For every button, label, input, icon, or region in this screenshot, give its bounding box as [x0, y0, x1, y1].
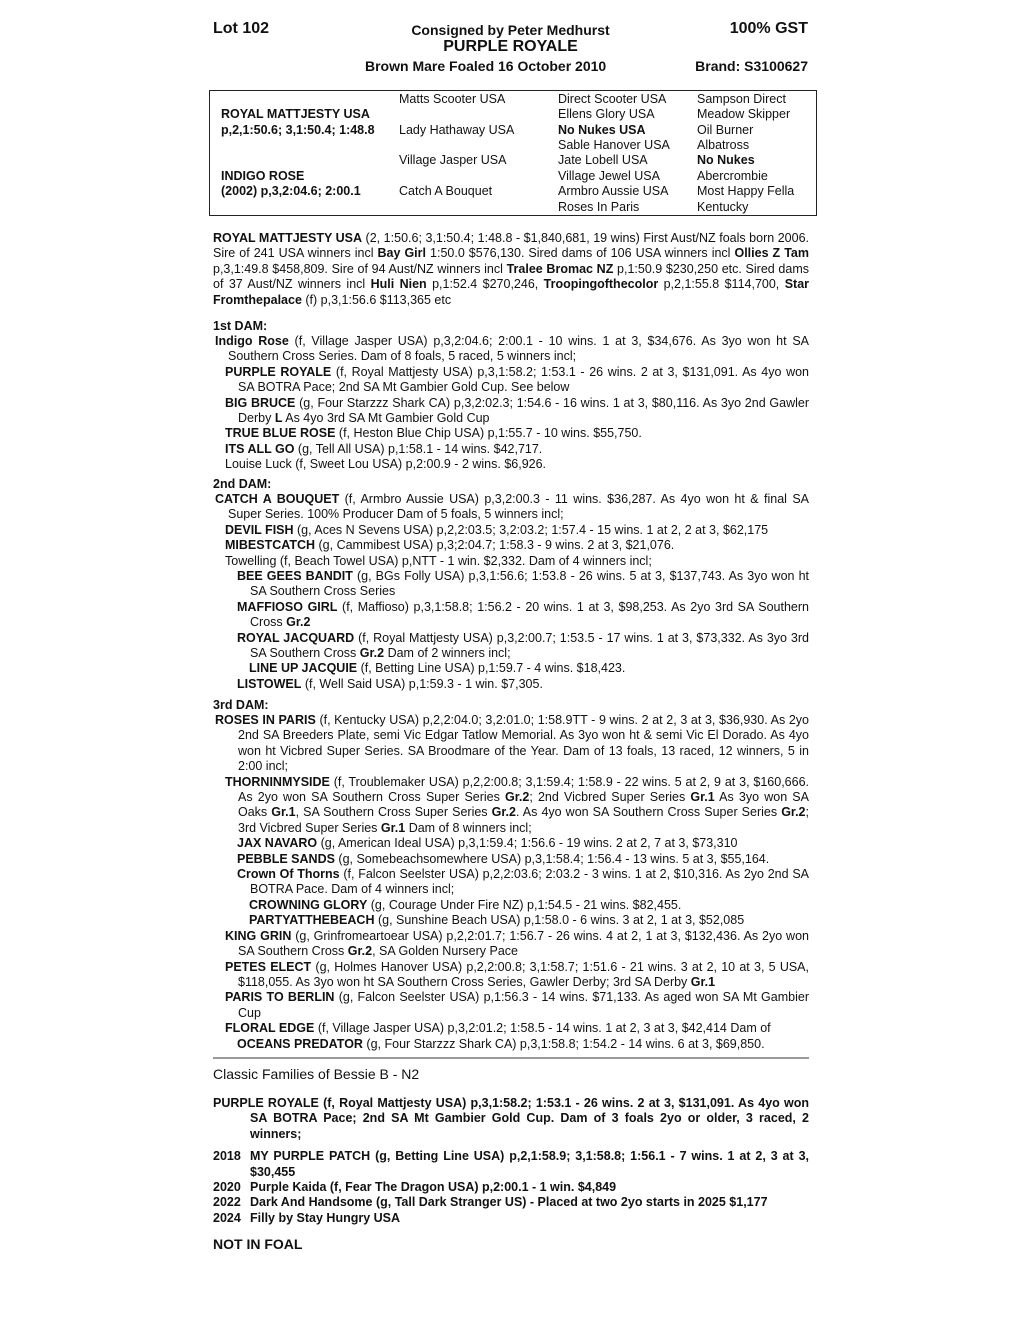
- pedigree-gp: Catch A Bouquet: [399, 184, 493, 198]
- entry-text: (g, Holmes Hanover USA) p,2,2:00.8; 3,1:58.7; 1:51.6 - 21 wins. 3 at 2, 10 at 3, 5 USA, $118,055. As 3yo won ht SA Southern Cross Series, Gawler Derby; 3rd SA Derby: [238, 959, 809, 989]
- dam-entry: [213, 538, 809, 553]
- entry-name: JAX NAVARO: [237, 836, 318, 851]
- entry-name: TRUE BLUE ROSE: [225, 426, 336, 441]
- third-dam-heading: 3rd DAM:: [213, 698, 269, 712]
- entry-text: (g, Tell All USA) p,1:58.1 - 14 wins. $42,717.: [294, 441, 543, 456]
- entry-text: (f, Betting Line USA) p,1:59.7 - 4 wins. $18,423.: [357, 661, 626, 676]
- race-grade: Gr.2: [491, 805, 516, 820]
- text: p,3,1:49.8 $458,809. Sire of 94 Aust/NZ winners incl: [213, 261, 507, 276]
- dam-entry: [213, 492, 809, 523]
- pedigree-gggp: Kentucky: [697, 200, 749, 214]
- entry-name: PARTYATTHEBEACH: [249, 913, 375, 928]
- pedigree-gggp: No Nukes: [697, 153, 755, 167]
- pedigree-table: [209, 90, 817, 216]
- entry-text: (f, Village Jasper USA) p,3,2:01.2; 1:58.5 - 14 wins. 1 at 2, 3 at 3, $42,414 Dam of: [314, 1021, 771, 1036]
- foal-row: [213, 1180, 809, 1195]
- entry-name: DEVIL FISH: [225, 522, 294, 537]
- entry-text: . As 4yo won SA Southern Cross Super Series: [515, 805, 782, 820]
- entry-name: LINE UP JACQUIE: [249, 661, 358, 676]
- entry-name: ITS ALL GO: [225, 441, 295, 456]
- first-dam-heading: 1st DAM:: [213, 319, 268, 333]
- entry-name: PEBBLE SANDS: [237, 851, 335, 866]
- highlight: Bay Girl: [377, 246, 426, 261]
- dam-entry: [213, 569, 809, 600]
- race-grade: Gr.2: [286, 615, 311, 630]
- highlight: Huli Nien: [370, 277, 427, 292]
- entry-name: PETES ELECT: [225, 959, 312, 974]
- text: (f) p,3,1:56.6 $113,365 etc: [301, 292, 452, 307]
- foal-text: MY PURPLE PATCH (g, Betting Line USA) p,2,1:58.9; 3,1:58.8; 1:56.1 - 7 wins. 1 at 2, 3 at 3, $30,455: [250, 1149, 809, 1179]
- entry-text: (f, Heston Blue Chip USA) p,1:55.7 - 10 wins. $55,750.: [335, 426, 642, 441]
- entry-name: CATCH A BOUQUET: [215, 492, 340, 506]
- dam-entry: [213, 1037, 809, 1052]
- pedigree-gggp: Oil Burner: [697, 123, 754, 137]
- foal-text: Filly by Stay Hungry USA: [250, 1210, 401, 1225]
- foaled-info: Brown Mare Foaled 16 October 2010: [365, 58, 607, 74]
- entry-text: Dam of 2 winners incl;: [384, 646, 511, 661]
- sire-name: ROYAL MATTJESTY USA: [213, 231, 363, 245]
- race-grade: Gr.1: [271, 805, 296, 820]
- race-grade: Gr.2: [347, 944, 373, 959]
- pedigree-gggp: Sampson Direct: [697, 92, 786, 106]
- entry-text: (g, Grinfromeartoear USA) p,2,2:01.7; 1:56.7 - 26 wins. 4 at 2, 1 at 3, $132,436. As 2yo won SA Southern Cross: [238, 928, 809, 959]
- entry-text: (f, Well Said USA) p,1:59.3 - 1 win. $7,305.: [301, 676, 543, 691]
- entry-name: Indigo Rose: [215, 334, 289, 348]
- entry-text: (f, Falcon Seelster USA) p,2,2:03.6; 2:03.2 - 3 wins. 1 at 2, $10,316. As 2yo 2nd SA BOTRA Pace. Dam of 4 winners incl;: [250, 867, 809, 897]
- pedigree-ggp: No Nukes USA: [558, 123, 646, 137]
- entry-text: , SA Southern Cross Super Series: [295, 805, 492, 820]
- foal-row: [213, 1195, 809, 1210]
- dam-entry: [213, 442, 809, 457]
- first-dam-section: [213, 334, 809, 473]
- foal-year: 2018: [213, 1149, 241, 1164]
- dam-entry: [213, 898, 809, 913]
- entry-name: PURPLE ROYALE: [225, 364, 332, 379]
- foal-row: [213, 1211, 809, 1226]
- classic-families: Classic Families of Bessie B - N2: [213, 1066, 420, 1082]
- pedigree-sire-record: p,2,1:50.6; 3,1:50.4; 1:48.8: [221, 123, 375, 137]
- not-in-foal: NOT IN FOAL: [213, 1236, 303, 1252]
- entry-name: CROWNING GLORY: [249, 897, 368, 912]
- dam-entry: [213, 677, 809, 692]
- foal-year: 2020: [213, 1180, 241, 1195]
- third-dam-section: [213, 713, 809, 1052]
- entry-name: PARIS TO BERLIN: [225, 990, 335, 1005]
- highlight: Star Fromthepalace: [213, 277, 810, 307]
- text: p,2,1:55.8 $114,700,: [658, 277, 785, 292]
- produce-summary: PURPLE ROYALE (f, Royal Mattjesty USA) p,3,1:58.2; 1:53.1 - 26 wins. 2 at 3, $131,091. As 4yo won SA BOTRA Pace; 2nd SA Mt Gambier Gold Cup. Dam of 3 foals 2yo or older, 3 raced, 2 winners;: [213, 1096, 809, 1141]
- pedigree-dam: INDIGO ROSE: [221, 169, 305, 183]
- entry-name: Towelling: [225, 553, 277, 568]
- entry-text: Dam of 8 winners incl;: [405, 820, 532, 835]
- entry-name: OCEANS PREDATOR: [237, 1036, 363, 1051]
- entry-text: (g, Four Starzzz Shark CA) p,3,1:58.8; 1:54.2 - 14 wins. 6 at 3, $69,850.: [362, 1036, 765, 1051]
- second-dam-section: [213, 492, 809, 692]
- dam-entry: [213, 426, 809, 441]
- entry-text: (g, Four Starzzz Shark CA) p,3,2:02.3; 1:54.6 - 16 wins. 1 at 3, $80,116. As 3yo 2nd Gawler Derby: [238, 395, 809, 426]
- entry-text: (f, Armbro Aussie USA) p,3,2:00.3 - 11 wins. $36,287. As 4yo won ht & final SA Super Series. 100% Producer Dam of 5 foals, 5 winners incl;: [228, 492, 809, 522]
- foal-text: Dark And Handsome (g, Tall Dark Stranger US) - Placed at two 2yo starts in 2025 $1,177: [250, 1195, 768, 1210]
- foal-year: 2024: [213, 1210, 241, 1225]
- entry-text: (f, Village Jasper USA) p,3,2:04.6; 2:00.1 - 10 wins. 1 at 3, $34,676. As 3yo won ht SA Southern Cross Series. Dam of 8 foals, 5 raced, 5 winners incl;: [228, 334, 810, 364]
- text: p,1:52.4 $270,246,: [426, 277, 544, 292]
- entry-name: FLORAL EDGE: [225, 1021, 315, 1036]
- pedigree-ggp: Village Jewel USA: [558, 169, 660, 183]
- entry-name: THORNINMYSIDE: [225, 774, 330, 789]
- consignor: Consigned by Peter Medhurst: [411, 22, 610, 38]
- pedigree-gp: Lady Hathaway USA: [399, 123, 515, 137]
- entry-text: (g, Courage Under Fire NZ) p,1:54.5 - 21 wins. $82,455.: [367, 897, 682, 912]
- dam-entry: [213, 990, 809, 1021]
- pedigree-ggp: Direct Scooter USA: [558, 92, 667, 106]
- highlight: Ollies Z Tam: [734, 246, 809, 261]
- entry-name: Crown Of Thorns: [237, 867, 340, 882]
- entry-name: BIG BRUCE: [225, 395, 296, 410]
- dam-entry: [213, 867, 809, 898]
- entry-text: (g, Sunshine Beach USA) p,1:58.0 - 6 wins. 3 at 2, 1 at 3, $52,085: [374, 913, 745, 928]
- dam-entry: [213, 713, 809, 775]
- pedigree-sire: ROYAL MATTJESTY USA: [221, 107, 370, 121]
- race-grade: Gr.2: [359, 646, 385, 661]
- dam-entry: [213, 396, 809, 427]
- entry-name: MIBESTCATCH: [225, 538, 316, 553]
- race-grade: Gr.2: [781, 805, 806, 820]
- entry-text: (f, Maffioso) p,3,1:58.8; 1:56.2 - 20 wins. 1 at 3, $98,253. As 2yo 3rd SA Southern Cross: [250, 599, 809, 630]
- pedigree-ggp: Ellens Glory USA: [558, 107, 655, 121]
- horse-name: PURPLE ROYALE: [443, 38, 578, 55]
- dam-entry: [213, 523, 809, 538]
- dam-entry: [213, 600, 809, 631]
- entry-text: (f, Beach Towel USA) p,NTT - 1 win. $2,332. Dam of 4 winners incl;: [276, 553, 652, 568]
- foal-year: 2022: [213, 1195, 241, 1210]
- dam-entry: [213, 775, 809, 837]
- text: p,1:50.9 $230,250 etc. Sired dams of 37 Aust/NZ winners incl: [213, 261, 809, 292]
- entry-name: BEE GEES BANDIT: [237, 569, 353, 584]
- entry-text: , SA Golden Nursery Pace: [372, 944, 519, 959]
- entry-text: (g, Aces N Sevens USA) p,2,2:03.5; 3,2:03.2; 1:57.4 - 15 wins. 1 at 2, 2 at 3, $62,175: [293, 522, 769, 537]
- produce-record: [213, 1096, 809, 1226]
- entry-text: ; 3rd Vicbred Super Series: [238, 805, 809, 835]
- entry-text: (f, Sweet Lou USA) p,2:00.9 - 2 wins. $6,926.: [291, 457, 547, 472]
- foal-text: Purple Kaida (f, Fear The Dragon USA) p,2:00.1 - 1 win. $4,849: [250, 1180, 617, 1195]
- pedigree-gp: Matts Scooter USA: [399, 92, 506, 106]
- entry-text: (f, Troublemaker USA) p,2,2:00.8; 3,1:59.4; 1:58.9 - 22 wins. 5 at 2, 9 at 3, $160,666. As 2yo won SA Southern Cross Super Series: [238, 774, 809, 805]
- text: (2, 1:50.6; 3,1:50.4; 1:48.8 - $1,840,681, 19 wins) First Aust/NZ foals born 2006. Sire of 241 USA winners incl: [213, 231, 810, 261]
- gst-label: 100% GST: [729, 20, 808, 37]
- race-grade: L: [274, 411, 283, 426]
- dam-entry: [213, 457, 809, 472]
- entry-name: ROYAL JACQUARD: [237, 630, 355, 645]
- text: 1:50.0 $576,130. Sired dams of 106 USA winners incl: [426, 246, 735, 261]
- dam-entry: [213, 661, 809, 676]
- race-grade: Gr.1: [690, 790, 715, 805]
- race-grade: Gr.2: [505, 790, 530, 805]
- dam-entry: [213, 1021, 809, 1036]
- dam-entry: [213, 365, 809, 396]
- highlight: Tralee Bromac NZ: [506, 261, 614, 276]
- sire-summary: [213, 231, 809, 308]
- dam-entry: [213, 852, 809, 867]
- pedigree-ggp: Jate Lobell USA: [558, 153, 648, 167]
- entry-text: (f, Royal Mattjesty USA) p,3,2:00.7; 1:53.5 - 17 wins. 1 at 3, $73,332. As 3yo 3rd SA Southern Cross: [250, 630, 809, 661]
- dam-entry: [213, 554, 809, 569]
- second-dam-heading: 2nd DAM:: [213, 477, 272, 491]
- dam-entry: [213, 334, 809, 365]
- entry-text: As 4yo 3rd SA Mt Gambier Gold Cup: [282, 411, 490, 426]
- dam-entry: [213, 960, 809, 991]
- entry-text: (f, Royal Mattjesty USA) p,3,1:58.2; 1:53.1 - 26 wins. 2 at 3, $131,091. As 4yo won SA BOTRA Pace; 2nd SA Mt Gambier Gold Cup. See below: [238, 364, 809, 395]
- entry-text: (g, BGs Folly USA) p,3,1:56.6; 1:53.8 - 26 wins. 5 at 3, $137,743. As 3yo won ht SA Southern Cross Series: [250, 569, 809, 599]
- entry-text: (g, Somebeachsomewhere USA) p,3,1:58.4; 1:56.4 - 13 wins. 5 at 3, $55,164.: [334, 851, 770, 866]
- entry-name: ROSES IN PARIS: [215, 713, 316, 727]
- entry-text: ; 2nd Vicbred Super Series: [529, 790, 691, 805]
- brand-number: Brand: S3100627: [695, 58, 808, 74]
- highlight: Troopingofthecolor: [543, 277, 659, 292]
- entry-name: LISTOWEL: [237, 676, 302, 691]
- pedigree-gggp: Most Happy Fella: [697, 184, 795, 198]
- pedigree-gp: Village Jasper USA: [399, 153, 507, 167]
- pedigree-ggp: Sable Hanover USA: [558, 138, 670, 152]
- entry-text: (g, Cammibest USA) p,3;2:04.7; 1:58.3 - 9 wins. 2 at 3, $21,076.: [315, 538, 675, 553]
- foal-row: [213, 1149, 809, 1180]
- pedigree-ggp: Armbro Aussie USA: [558, 184, 669, 198]
- pedigree-dam-record: (2002) p,3,2:04.6; 2:00.1: [221, 184, 361, 198]
- race-grade: Gr.1: [690, 974, 716, 989]
- race-grade: Gr.1: [380, 820, 406, 835]
- section-divider: [213, 1057, 809, 1059]
- entry-name: KING GRIN: [225, 928, 292, 943]
- entry-name: MAFFIOSO GIRL: [237, 599, 338, 614]
- lot-number: Lot 102: [213, 20, 270, 37]
- dam-entry: [213, 836, 809, 851]
- entry-name: Louise Luck: [225, 457, 292, 472]
- dam-entry: [213, 929, 809, 960]
- entry-text: (f, Kentucky USA) p,2,2:04.0; 3,2:01.0; 1:58.9TT - 9 wins. 2 at 2, 3 at 3, $36,930. As 2yo 2nd SA Breeders Plate, semi Vic Edgar Tatlow Memorial. As 3yo won ht & semi Vic El Dorado. As 4yo won ht Vicbred Super Series. SA Broodmare of the Year. Dam of 13 foals, 13 raced, 12 winners, 5 in 2:00 incl;: [238, 713, 809, 774]
- dam-entry: [213, 631, 809, 662]
- pedigree-gggp: Albatross: [697, 138, 750, 152]
- entry-text: (g, Falcon Seelster USA) p,1:56.3 - 14 wins. $71,133. As aged won SA Mt Gambier Cup: [238, 990, 809, 1020]
- entry-text: As 3yo won SA Oaks: [238, 790, 809, 820]
- entry-text: (g, American Ideal USA) p,3,1:59.4; 1:56.6 - 19 wins. 2 at 2, 7 at 3, $73,310: [317, 836, 738, 851]
- pedigree-gggp: Abercrombie: [697, 169, 768, 183]
- dam-entry: [213, 913, 809, 928]
- pedigree-ggp: Roses In Paris: [558, 200, 640, 214]
- pedigree-gggp: Meadow Skipper: [697, 107, 791, 121]
